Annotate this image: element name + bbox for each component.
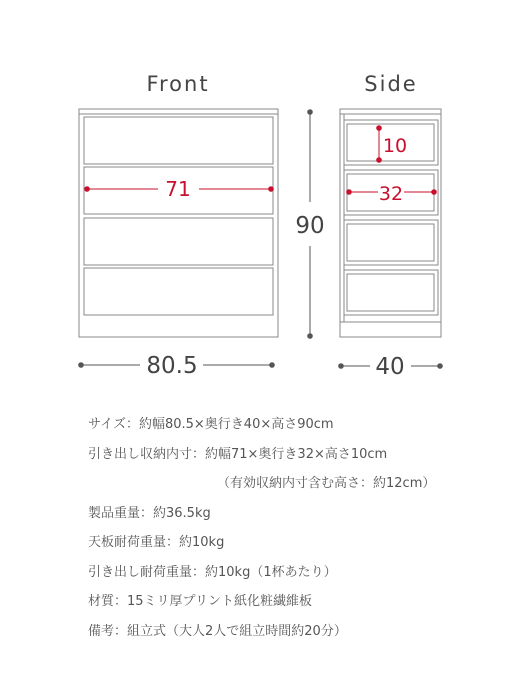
spec-list [88,410,508,646]
spec-top-load: 天板耐荷重量：約10kg [88,535,225,550]
front-drawer-4 [84,268,273,315]
spec-size: サイズ：約幅80.5×奥行き40×高さ90cm [88,417,334,432]
side-view-label: Side [364,72,418,96]
height-marker [295,109,324,339]
front-width-dot-right [269,362,275,368]
spec-material: 材質：15ミリ厚プリント紙化粧繊維板 [88,594,313,609]
height-label: 90 [295,213,325,239]
height-dot-bottom [307,333,313,339]
front-width-marker [78,353,275,379]
front-drawer-3 [84,218,273,265]
side-depth-label: 40 [375,354,405,380]
front-width-label: 80.5 [146,353,198,379]
drawer-width-marker [84,177,274,201]
drawer-depth-label: 32 [378,183,404,205]
side-drawer-4 [344,270,438,315]
front-width-dot-left [78,362,84,368]
spec-drawer-inner-size: 引き出し収納内寸：約幅71×奥行き32×高さ10cm [88,446,388,462]
side-drawer-3-inner [347,224,434,261]
height-dot-top [307,109,313,115]
spec-notes: 備考：組立式（大人2人で組立時間約20分） [88,623,347,639]
drawer-height-dot-top [376,125,382,131]
drawer-depth-marker [346,183,437,205]
spec-drawer-load: 引き出し耐荷重量：約10kg（1杯あたり） [88,564,337,580]
front-cabinet-frame [79,109,278,337]
drawer-width-label: 71 [165,177,191,201]
drawer-depth-dot-right [431,189,437,195]
side-depth-dot-left [338,363,344,369]
side-drawer-3 [344,220,438,265]
drawer-depth-dot-left [346,189,352,195]
drawer-height-dot-bottom [376,157,382,163]
drawer-height-marker [376,125,407,163]
spec-effective-height: （有効収納内寸含む高さ：約12cm） [217,476,436,491]
spec-weight: 製品重量：約36.5kg [88,505,211,521]
drawer-height-label: 10 [382,135,408,157]
side-depth-dot-right [437,363,443,369]
drawer-width-dot-right [268,186,274,192]
front-drawer-1 [84,117,273,164]
drawer-width-dot-left [84,186,90,192]
side-drawer-4-inner [347,274,434,311]
front-view-label: Front [146,72,210,96]
front-cabinet [79,109,278,337]
side-depth-marker [338,354,443,380]
